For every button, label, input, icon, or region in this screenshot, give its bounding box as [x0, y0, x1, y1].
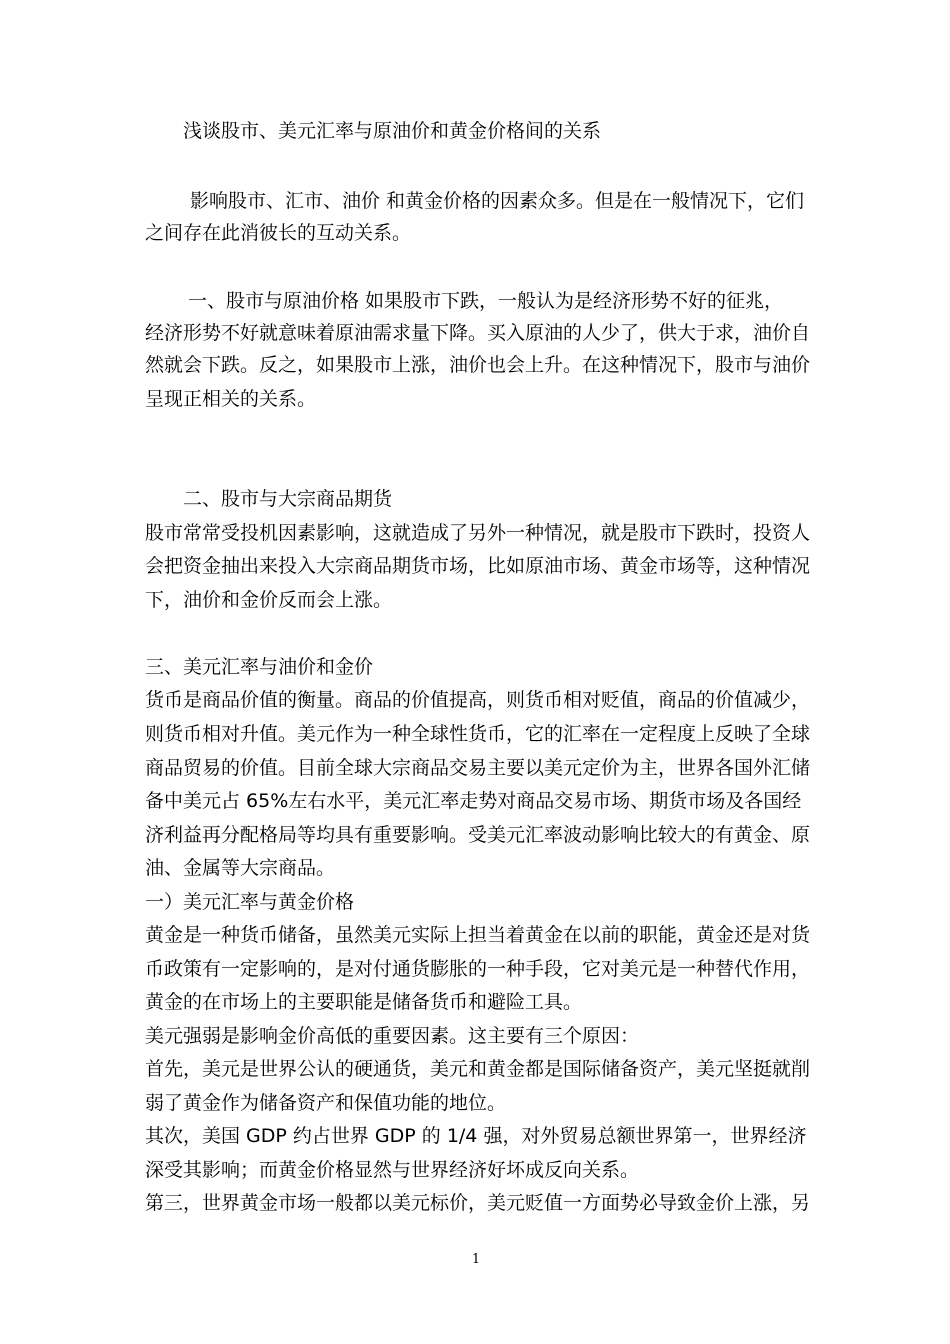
subsection-line-4: 美元强弱是影响金价高低的重要因素。这主要有三个原因： [145, 1025, 640, 1047]
section2-line-1: 股市常常受投机因素影响，这就造成了另外一种情况，就是股市下跌时，投资人 [145, 522, 811, 544]
subsection-line-7: 其次，美国 GDP 约占世界 GDP 的 1/4 强，对外贸易总额世界第一，世界经济 [145, 1125, 807, 1147]
section3-line-3: 商品贸易的价值。目前全球大宗商品交易主要以美元定价为主，世界各国外汇储 [145, 757, 811, 779]
section1-line-4: 呈现正相关的关系。 [145, 388, 317, 410]
subsection-line-1: 黄金是一种货币储备，虽然美元实际上担当着黄金在以前的职能，黄金还是对货 [145, 924, 811, 946]
subsection-line-8: 深受其影响；而黄金价格显然与世界经济好坏成反向关系。 [145, 1159, 640, 1181]
section3-line-2: 则货币相对升值。美元作为一种全球性货币，它的汇率在一定程度上反映了全球 [145, 723, 811, 745]
section2-line-2: 会把资金抽出来投入大宗商品期货市场，比如原油市场、黄金市场等，这种情况 [145, 555, 811, 577]
subsection-line-9: 第三，世界黄金市场一般都以美元标价，美元贬值一方面势必导致金价上涨，另 [145, 1192, 811, 1214]
intro-line-2: 之间存在此消彼长的互动关系。 [145, 222, 412, 244]
page-number: 1 [471, 1252, 481, 1267]
intro-line-1: 影响股市、汇市、油价 和黄金价格的因素众多。但是在一般情况下，它们 [190, 190, 805, 212]
subsection-line-5: 首先，美元是世界公认的硬通货，美元和黄金都是国际储备资产，美元坚挺就削 [145, 1058, 811, 1080]
section1-line-1: 一、股市与原油价格 如果股市下跌，一般认为是经济形势不好的征兆， [188, 290, 784, 312]
section2-heading: 二、股市与大宗商品期货 [183, 488, 393, 510]
subsection-heading: 一）美元汇率与黄金价格 [145, 891, 355, 913]
subsection-line-3: 黄金的在市场上的主要职能是储备货币和避险工具。 [145, 991, 583, 1013]
section3-line-5: 济利益再分配格局等均具有重要影响。受美元汇率波动影响比较大的有黄金、原 [145, 824, 811, 846]
section1-line-3: 然就会下跌。反之，如果股市上涨，油价也会上升。在这种情况下，股市与油价 [145, 354, 811, 376]
section3-line-4: 备中美元占 65%左右水平，美元汇率走势对商品交易市场、期货市场及各国经 [145, 790, 802, 812]
document-title: 浅谈股市、美元汇率与原油价和黄金价格间的关系 [183, 120, 602, 142]
section3-heading: 三、美元汇率与油价和金价 [145, 656, 374, 678]
subsection-line-6: 弱了黄金作为储备资产和保值功能的地位。 [145, 1092, 507, 1114]
section3-line-1: 货币是商品价值的衡量。商品的价值提高，则货币相对贬值，商品的价值减少， [145, 689, 811, 711]
subsection-line-2: 币政策有一定影响的，是对付通货膨胀的一种手段，它对美元是一种替代作用， [145, 958, 811, 980]
section3-line-6: 油、金属等大宗商品。 [145, 857, 336, 879]
section1-line-2: 经济形势不好就意味着原油需求量下降。买入原油的人少了，供大于求，油价自 [145, 322, 811, 344]
section2-line-3: 下，油价和金价反而会上涨。 [145, 589, 393, 611]
